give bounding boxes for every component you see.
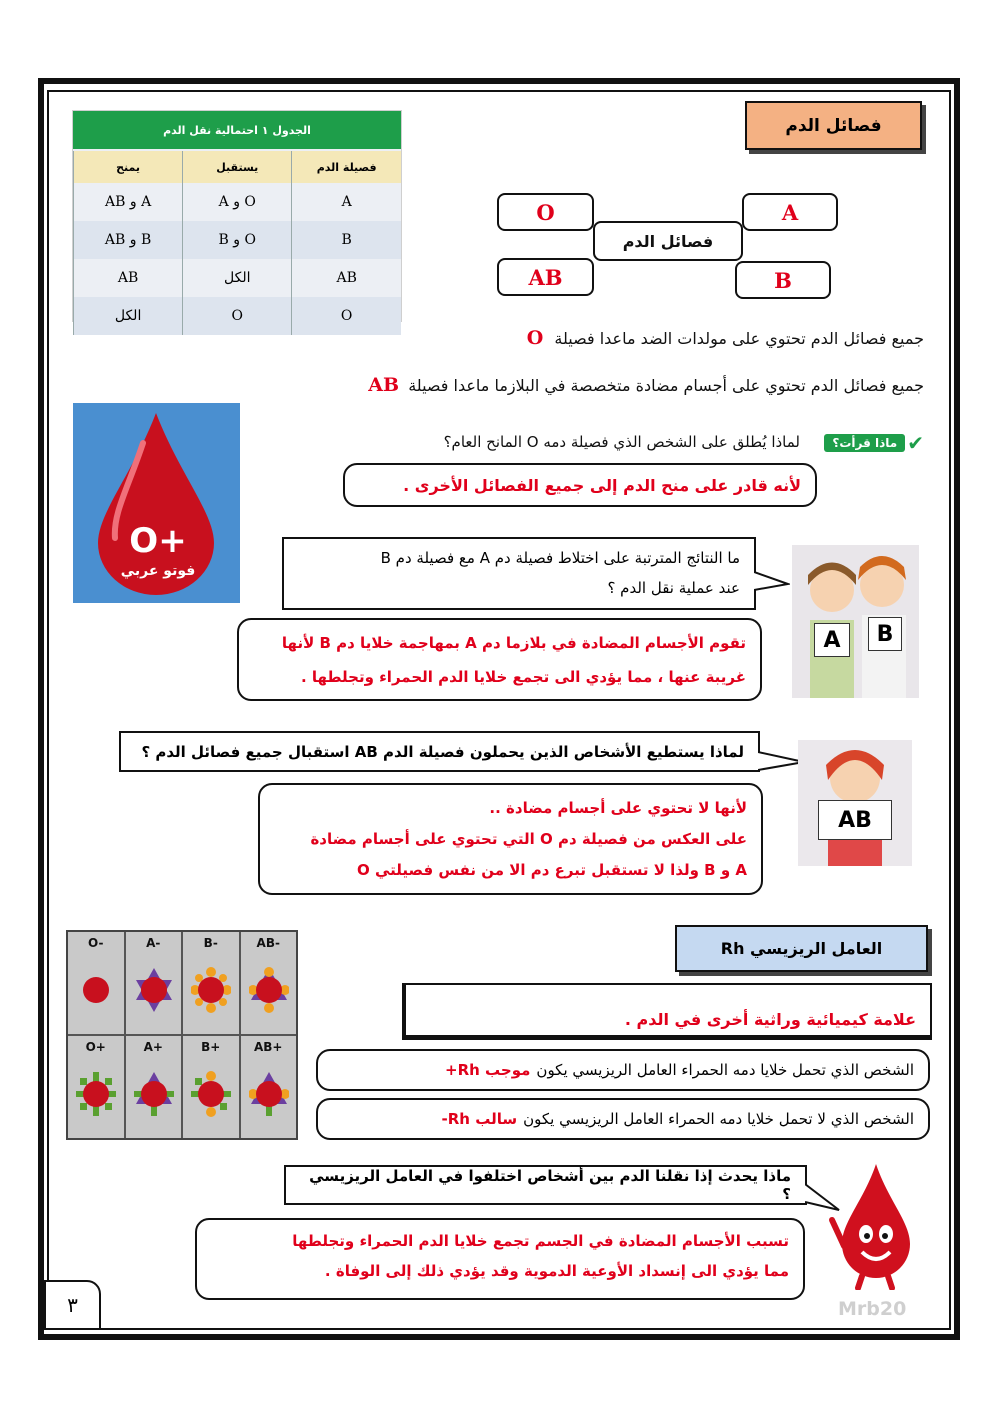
table-cell: B <box>292 221 401 259</box>
diagram-node-o: O <box>497 193 594 231</box>
kids-sign-b: B <box>868 617 902 651</box>
what-read-answer: لأنه قادر على منح الدم إلى جميع الفصائل الأخرى . <box>403 475 801 495</box>
question-universal: لماذا يستطيع الأشخاص الذين يحملون فصيلة الدم AB استقبال جميع فصائل الدم ؟ <box>141 742 744 761</box>
blood-drop-label: O+ <box>129 521 187 561</box>
rh-negative-box <box>316 1098 930 1140</box>
sentence-antigens-text: جميع فصائل الدم تحتوي على مولدات الضد ماعدا فصيلة <box>554 329 924 348</box>
sentence-antibodies-text: جميع فصائل الدم تحتوي على أجسام مضادة متخصصة في البلازما ماعدا فصيلة <box>408 376 924 395</box>
table-row <box>74 259 402 297</box>
answer-universal-line1: لأنها لا تحتوي على أجسام مضادة .. <box>489 799 747 817</box>
red-cell-rh-icon <box>76 1058 116 1118</box>
rh-cell <box>126 932 182 1034</box>
blood-drop-caption: فوتو عربي <box>120 563 196 579</box>
table-cell: O و B <box>183 221 292 259</box>
answer-universal-line3: A و B ولذا لا تستقبل تبرع دم الا من نفس فصيلتي O <box>357 861 747 879</box>
table-cell: B و AB <box>74 221 183 259</box>
table-cell: O <box>292 297 401 335</box>
answer-rh-box <box>195 1218 805 1300</box>
red-cell-ab-rh-icon <box>249 1058 289 1118</box>
red-cell-b-rh-icon <box>191 1058 231 1118</box>
what-read-question: لماذا يُطلق على الشخص الذي فصيلة دمه O المانح العام؟ <box>443 433 800 451</box>
question-ab-mix-line2: عند عملية نقل الدم ؟ <box>607 579 740 597</box>
rh-cell <box>68 1036 124 1138</box>
table-cell: الكل <box>74 297 183 335</box>
question-rh-box <box>284 1165 807 1205</box>
question-rh: ماذا يحدث إذا نقلنا الدم بين أشخاص اختلفوا في العامل الريزيسي ؟ <box>309 1167 791 1203</box>
rh-cell-label: O+ <box>85 1040 106 1054</box>
answer-ab-mix-line2: غريبة عنها ، مما يؤدي الى تجمع خلايا الدم الحمراء وتجلطها . <box>300 668 746 686</box>
table-cell: A و AB <box>74 183 183 221</box>
sentence-antigens <box>300 327 924 355</box>
section-title-rh: العامل الريزيسي Rh <box>675 925 928 972</box>
rh-cell-label: A+ <box>143 1040 163 1054</box>
rh-definition: علامة كيميائية وراثية أخرى في الدم . <box>624 1010 916 1029</box>
what-read-badge <box>806 431 924 455</box>
table-header: يمنح <box>74 151 183 183</box>
table-cell: O <box>183 297 292 335</box>
red-cell-antigen-ab-icon <box>249 954 289 1014</box>
rh-blood-cells-grid <box>66 930 298 1140</box>
callout-pointer <box>754 570 790 594</box>
rh-cell-label: A- <box>146 936 161 950</box>
girl-sign-ab: AB <box>818 800 892 840</box>
answer-rh-line2: مما يؤدي الى إنسداد الأوعية الدموية وقد يؤدي ذلك إلى الوفاة . <box>324 1262 789 1280</box>
sentence-antibodies-highlight: AB <box>368 374 400 396</box>
table-cell: الكل <box>183 259 292 297</box>
rh-positive-highlight: موجب Rh+ <box>445 1061 531 1079</box>
table-cell: AB <box>292 259 401 297</box>
diagram-center: فصائل الدم <box>593 221 743 261</box>
answer-ab-mix-line1: تقوم الأجسام المضادة في بلازما دم A بمهاجمة خلايا دم B لأنها <box>281 634 746 652</box>
rh-cell <box>126 1036 182 1138</box>
blood-drop-mascot-icon <box>828 1160 918 1290</box>
rh-cell-label: AB+ <box>254 1040 283 1054</box>
blood-drop-image <box>73 403 240 603</box>
table-row <box>74 221 402 259</box>
table-header: فصيلة الدم <box>292 151 401 183</box>
answer-rh-line1: تسبب الأجسام المضادة في الجسم تجمع خلايا الدم الحمراء وتجلطها <box>292 1232 789 1250</box>
diagram-node-a: A <box>742 193 838 231</box>
girl-holding-sign-image <box>798 740 912 866</box>
rh-cell <box>183 1036 239 1138</box>
kids-sign-a: A <box>814 623 850 657</box>
rh-cell <box>183 932 239 1034</box>
rh-cell-label: AB- <box>256 936 280 950</box>
rh-negative-text: الشخص الذي لا تحمل خلايا دمه الحمراء العامل الريزيسي يكون <box>523 1110 914 1128</box>
table-cell: A <box>292 183 401 221</box>
watermark: Mrb20 <box>838 1298 907 1320</box>
diagram-node-b: B <box>735 261 831 299</box>
rh-cell <box>241 1036 297 1138</box>
table-cell: AB <box>74 259 183 297</box>
rh-positive-box <box>316 1049 930 1091</box>
blood-transfusion-table <box>72 110 402 322</box>
table-header-row <box>74 151 402 183</box>
kids-holding-signs-image <box>792 545 919 698</box>
table-row <box>74 183 402 221</box>
red-cell-a-rh-icon <box>134 1058 174 1118</box>
answer-universal-line2: على العكس من فصيلة دم O التي تحتوي على أجسام مضادة <box>310 830 747 848</box>
section-title-blood-groups: فصائل الدم <box>745 101 922 150</box>
page-number: ٣ <box>44 1280 101 1330</box>
table-cell: O و A <box>183 183 292 221</box>
answer-universal-box <box>258 783 763 895</box>
sentence-antibodies <box>250 374 924 402</box>
rh-definition-box <box>402 983 932 1040</box>
what-read-label: ماذا قرأت؟ <box>824 434 905 452</box>
rh-cell-label: B+ <box>201 1040 221 1054</box>
rh-cell-label: O- <box>88 936 104 950</box>
question-ab-mix-line1: ما النتائج المترتبة على اختلاط فصيلة دم A مع فصيلة دم B <box>380 549 740 567</box>
what-read-answer-box <box>343 463 817 507</box>
question-ab-mix-box <box>282 537 756 610</box>
red-cell-icon <box>76 954 116 1014</box>
rh-positive-text: الشخص الذي تحمل خلايا دمه الحمراء العامل الريزيسي يكون <box>536 1061 914 1079</box>
rh-cell <box>241 932 297 1034</box>
rh-cell-label: B- <box>203 936 218 950</box>
question-universal-box <box>119 731 760 772</box>
answer-ab-mix-box <box>237 618 762 701</box>
diagram-node-ab: AB <box>497 258 594 296</box>
red-cell-antigen-a-icon <box>134 954 174 1014</box>
checkmark-icon: ✔ <box>907 431 924 455</box>
table-header: يستقبل <box>183 151 292 183</box>
sentence-antigens-highlight: O <box>526 327 544 349</box>
red-cell-antigen-b-icon <box>191 954 231 1014</box>
rh-cell <box>68 932 124 1034</box>
table-caption: الجدول ١ احتمالية نقل الدم <box>73 111 401 149</box>
rh-negative-highlight: سالب Rh- <box>441 1110 518 1128</box>
